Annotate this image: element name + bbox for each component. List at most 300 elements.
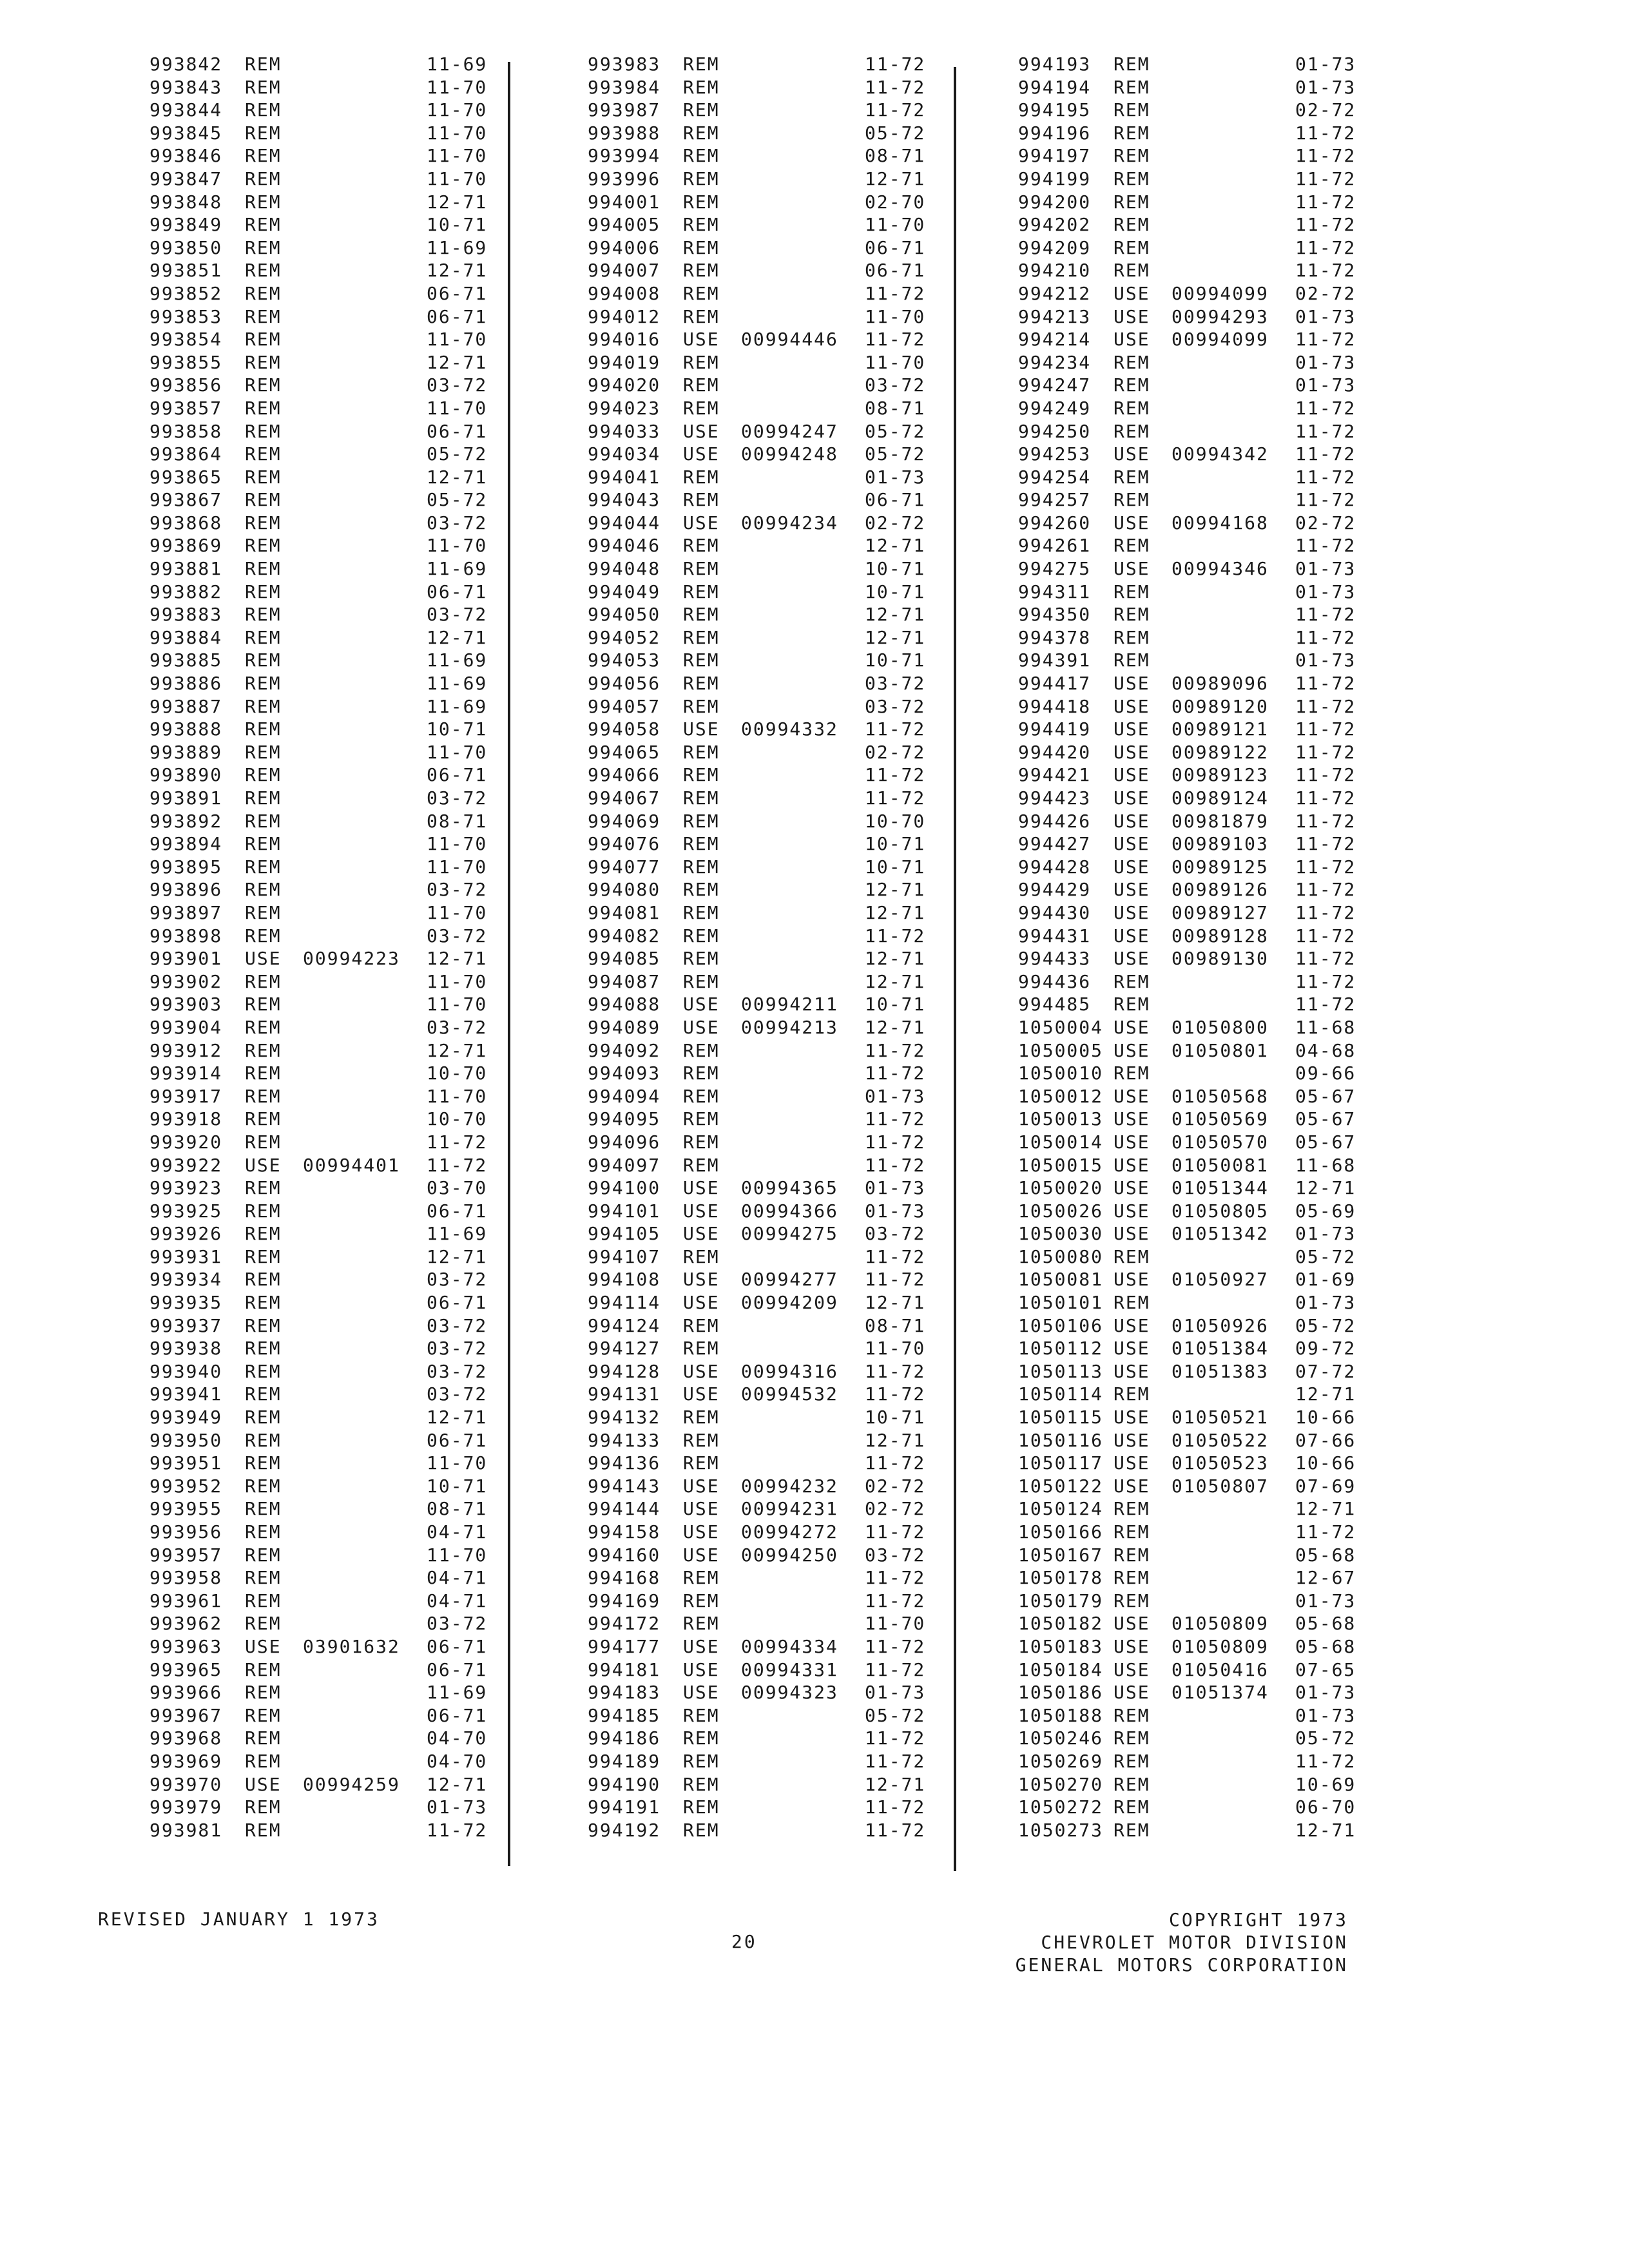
replacement-number: 00989124 bbox=[1171, 787, 1269, 809]
page-number: 20 bbox=[731, 1931, 757, 1952]
status-code: REM bbox=[245, 1498, 282, 1520]
list-item bbox=[1018, 1291, 1443, 1314]
status-code: USE bbox=[1113, 443, 1150, 465]
effective-date: 11-72 bbox=[865, 1521, 926, 1542]
effective-date: 10-71 bbox=[865, 649, 926, 671]
part-number: 993898 bbox=[149, 925, 223, 947]
status-code: REM bbox=[683, 1154, 720, 1176]
part-number: 993883 bbox=[149, 604, 223, 626]
replacement-number: 00994168 bbox=[1171, 512, 1269, 533]
replacement-number: 00989125 bbox=[1171, 856, 1269, 878]
part-number: 994012 bbox=[588, 305, 661, 327]
list-item bbox=[1018, 741, 1443, 764]
effective-date: 10-71 bbox=[865, 833, 926, 855]
effective-date: 09-72 bbox=[1295, 1338, 1356, 1360]
list-item bbox=[1018, 856, 1443, 879]
status-code: REM bbox=[1113, 489, 1150, 511]
list-item bbox=[1018, 695, 1443, 718]
part-number: 993852 bbox=[149, 282, 223, 304]
status-code: REM bbox=[683, 856, 720, 878]
part-number: 994143 bbox=[588, 1475, 661, 1497]
part-number: 994257 bbox=[1018, 489, 1092, 511]
effective-date: 02-72 bbox=[1295, 282, 1356, 304]
part-number: 994485 bbox=[1018, 994, 1092, 1015]
status-code: USE bbox=[1113, 695, 1150, 717]
effective-date: 11-72 bbox=[1295, 1750, 1356, 1772]
effective-date: 11-72 bbox=[1295, 810, 1356, 832]
status-code: REM bbox=[245, 604, 282, 626]
part-number: 1050010 bbox=[1018, 1062, 1104, 1084]
effective-date: 05-69 bbox=[1295, 1200, 1356, 1222]
part-number: 993984 bbox=[588, 76, 661, 98]
effective-date: 09-66 bbox=[1295, 1062, 1356, 1084]
list-item bbox=[1018, 443, 1443, 466]
status-code: USE bbox=[1113, 1452, 1150, 1474]
list-item bbox=[588, 901, 1013, 925]
status-code: REM bbox=[245, 1314, 282, 1336]
part-number: 994197 bbox=[1018, 145, 1092, 167]
status-code: REM bbox=[1113, 1521, 1150, 1542]
effective-date: 10-71 bbox=[865, 558, 926, 580]
status-code: REM bbox=[683, 901, 720, 923]
list-item bbox=[149, 76, 575, 99]
list-item bbox=[1018, 1039, 1443, 1062]
part-number: 993846 bbox=[149, 145, 223, 167]
part-number: 993882 bbox=[149, 581, 223, 602]
list-item bbox=[1018, 1406, 1443, 1429]
list-item bbox=[1018, 1704, 1443, 1727]
effective-date: 08-71 bbox=[865, 145, 926, 167]
part-number: 994177 bbox=[588, 1635, 661, 1657]
list-item bbox=[588, 99, 1013, 122]
effective-date: 11-72 bbox=[1295, 925, 1356, 947]
status-code: REM bbox=[683, 1245, 720, 1267]
list-item bbox=[588, 1268, 1013, 1291]
replacement-number: 00994277 bbox=[741, 1269, 838, 1291]
status-code: REM bbox=[1113, 122, 1150, 144]
effective-date: 03-72 bbox=[427, 1613, 488, 1635]
list-item bbox=[1018, 1773, 1443, 1796]
status-code: USE bbox=[245, 1635, 282, 1657]
replacement-number: 00994247 bbox=[741, 420, 838, 442]
list-item bbox=[588, 1245, 1013, 1269]
part-number: 993970 bbox=[149, 1773, 223, 1795]
list-item bbox=[588, 1681, 1013, 1704]
part-number: 994131 bbox=[588, 1383, 661, 1405]
effective-date: 06-71 bbox=[427, 305, 488, 327]
effective-date: 11-72 bbox=[1295, 695, 1356, 717]
effective-date: 10-66 bbox=[1295, 1407, 1356, 1428]
part-number: 993864 bbox=[149, 443, 223, 465]
status-code: REM bbox=[683, 466, 720, 488]
list-item bbox=[1018, 1268, 1443, 1291]
list-item bbox=[149, 947, 575, 970]
list-item bbox=[1018, 925, 1443, 948]
replacement-number: 00994366 bbox=[741, 1200, 838, 1222]
effective-date: 05-68 bbox=[1295, 1613, 1356, 1635]
effective-date: 05-67 bbox=[1295, 1108, 1356, 1130]
part-number: 994105 bbox=[588, 1223, 661, 1245]
part-number: 994160 bbox=[588, 1544, 661, 1566]
list-item bbox=[149, 1521, 575, 1544]
status-code: REM bbox=[683, 741, 720, 763]
part-number: 993889 bbox=[149, 741, 223, 763]
list-item bbox=[588, 1383, 1013, 1406]
effective-date: 05-72 bbox=[865, 443, 926, 465]
status-code: REM bbox=[683, 1773, 720, 1795]
list-item bbox=[588, 1658, 1013, 1682]
list-item bbox=[149, 1131, 575, 1154]
effective-date: 01-73 bbox=[1295, 649, 1356, 671]
status-code: REM bbox=[245, 351, 282, 373]
status-code: REM bbox=[245, 718, 282, 740]
status-code: USE bbox=[245, 1154, 282, 1176]
effective-date: 11-72 bbox=[1295, 604, 1356, 626]
replacement-number: 00994248 bbox=[741, 443, 838, 465]
part-number: 994095 bbox=[588, 1108, 661, 1130]
replacement-number: 00989128 bbox=[1171, 925, 1269, 947]
effective-date: 12-71 bbox=[865, 604, 926, 626]
part-number: 994433 bbox=[1018, 948, 1092, 970]
part-number: 994065 bbox=[588, 741, 661, 763]
replacement-number: 00994316 bbox=[741, 1360, 838, 1382]
part-number: 993920 bbox=[149, 1131, 223, 1153]
status-code: REM bbox=[245, 695, 282, 717]
part-number: 993845 bbox=[149, 122, 223, 144]
status-code: USE bbox=[683, 1016, 720, 1038]
effective-date: 11-72 bbox=[865, 1819, 926, 1841]
status-code: REM bbox=[683, 191, 720, 213]
part-number: 993869 bbox=[149, 535, 223, 557]
effective-date: 03-72 bbox=[427, 1360, 488, 1382]
effective-date: 08-71 bbox=[865, 1314, 926, 1336]
status-code: USE bbox=[1113, 1039, 1150, 1061]
list-item bbox=[588, 1406, 1013, 1429]
part-number: 994200 bbox=[1018, 191, 1092, 213]
list-item bbox=[1018, 947, 1443, 970]
list-item bbox=[588, 282, 1013, 305]
effective-date: 03-72 bbox=[865, 1544, 926, 1566]
replacement-number: 00994209 bbox=[741, 1292, 838, 1314]
status-code: REM bbox=[245, 1750, 282, 1772]
part-number: 993918 bbox=[149, 1108, 223, 1130]
list-item bbox=[588, 328, 1013, 351]
status-code: REM bbox=[245, 535, 282, 557]
status-code: REM bbox=[683, 1429, 720, 1451]
part-number: 994429 bbox=[1018, 879, 1092, 901]
part-number: 994127 bbox=[588, 1338, 661, 1360]
part-number: 994057 bbox=[588, 695, 661, 717]
list-item bbox=[1018, 1635, 1443, 1658]
part-number: 993969 bbox=[149, 1750, 223, 1772]
status-code: REM bbox=[683, 374, 720, 396]
status-code: REM bbox=[245, 1727, 282, 1749]
replacement-number: 00994223 bbox=[303, 948, 400, 970]
effective-date: 01-73 bbox=[1295, 53, 1356, 75]
status-code: REM bbox=[1113, 1498, 1150, 1520]
status-code: USE bbox=[1113, 1108, 1150, 1130]
part-number: 993865 bbox=[149, 466, 223, 488]
list-item bbox=[1018, 76, 1443, 99]
part-number: 993937 bbox=[149, 1314, 223, 1336]
list-item bbox=[1018, 787, 1443, 810]
status-code: REM bbox=[245, 99, 282, 121]
list-item bbox=[1018, 53, 1443, 76]
status-code: REM bbox=[683, 925, 720, 947]
part-number: 1050166 bbox=[1018, 1521, 1104, 1542]
list-item bbox=[588, 374, 1013, 397]
effective-date: 12-71 bbox=[427, 1245, 488, 1267]
status-code: REM bbox=[1113, 581, 1150, 602]
status-code: REM bbox=[683, 1314, 720, 1336]
part-number: 993886 bbox=[149, 673, 223, 695]
effective-date: 10-71 bbox=[865, 1407, 926, 1428]
list-item bbox=[1018, 466, 1443, 489]
list-item bbox=[588, 1062, 1013, 1085]
effective-date: 12-71 bbox=[1295, 1383, 1356, 1405]
effective-date: 07-72 bbox=[1295, 1360, 1356, 1382]
part-number: 994005 bbox=[588, 214, 661, 236]
status-code: USE bbox=[683, 1658, 720, 1680]
part-number: 993962 bbox=[149, 1613, 223, 1635]
part-number: 993923 bbox=[149, 1177, 223, 1199]
status-code: REM bbox=[245, 1245, 282, 1267]
part-number: 994168 bbox=[588, 1567, 661, 1589]
list-item bbox=[149, 970, 575, 994]
part-number: 993981 bbox=[149, 1819, 223, 1841]
list-item bbox=[149, 351, 575, 374]
list-item bbox=[1018, 259, 1443, 282]
effective-date: 11-69 bbox=[427, 649, 488, 671]
part-number: 994275 bbox=[1018, 558, 1092, 580]
list-item bbox=[588, 1154, 1013, 1177]
effective-date: 04-70 bbox=[427, 1727, 488, 1749]
part-number: 994421 bbox=[1018, 764, 1092, 786]
effective-date: 01-73 bbox=[1295, 1704, 1356, 1726]
status-code: USE bbox=[1113, 1682, 1150, 1704]
status-code: REM bbox=[683, 1407, 720, 1428]
effective-date: 06-71 bbox=[427, 1292, 488, 1314]
list-item bbox=[588, 1429, 1013, 1452]
effective-date: 03-72 bbox=[427, 1383, 488, 1405]
status-code: USE bbox=[1113, 329, 1150, 351]
status-code: REM bbox=[245, 282, 282, 304]
status-code: REM bbox=[683, 1590, 720, 1611]
status-code: USE bbox=[1113, 764, 1150, 786]
part-number: 994391 bbox=[1018, 649, 1092, 671]
part-number: 994191 bbox=[588, 1796, 661, 1818]
list-item bbox=[588, 626, 1013, 649]
part-number: 993934 bbox=[149, 1269, 223, 1291]
list-item bbox=[149, 488, 575, 512]
list-item bbox=[588, 488, 1013, 512]
effective-date: 10-69 bbox=[1295, 1773, 1356, 1795]
status-code: REM bbox=[245, 1521, 282, 1542]
list-item bbox=[149, 1314, 575, 1338]
list-item bbox=[149, 1177, 575, 1200]
part-number: 994101 bbox=[588, 1200, 661, 1222]
effective-date: 01-73 bbox=[1295, 76, 1356, 98]
part-number: 1050101 bbox=[1018, 1292, 1104, 1314]
part-number: 993925 bbox=[149, 1200, 223, 1222]
part-number: 994007 bbox=[588, 260, 661, 282]
effective-date: 02-70 bbox=[865, 191, 926, 213]
list-item bbox=[1018, 1590, 1443, 1613]
effective-date: 11-72 bbox=[1295, 787, 1356, 809]
status-code: REM bbox=[245, 443, 282, 465]
effective-date: 11-72 bbox=[1295, 994, 1356, 1015]
list-item bbox=[149, 259, 575, 282]
part-number: 993958 bbox=[149, 1567, 223, 1589]
effective-date: 07-66 bbox=[1295, 1429, 1356, 1451]
part-number: 994190 bbox=[588, 1773, 661, 1795]
effective-date: 07-65 bbox=[1295, 1658, 1356, 1680]
list-item bbox=[149, 512, 575, 535]
status-code: REM bbox=[1113, 1383, 1150, 1405]
list-item bbox=[149, 787, 575, 810]
effective-date: 11-72 bbox=[1295, 626, 1356, 648]
status-code: REM bbox=[245, 329, 282, 351]
effective-date: 11-70 bbox=[865, 214, 926, 236]
status-code: REM bbox=[1113, 236, 1150, 258]
list-item bbox=[588, 1566, 1013, 1590]
effective-date: 11-72 bbox=[1295, 397, 1356, 419]
replacement-number: 01050522 bbox=[1171, 1429, 1269, 1451]
part-number: 994436 bbox=[1018, 970, 1092, 992]
status-code: REM bbox=[245, 1062, 282, 1084]
list-item bbox=[1018, 557, 1443, 581]
list-item bbox=[149, 236, 575, 260]
part-number: 993884 bbox=[149, 626, 223, 648]
part-number: 1050184 bbox=[1018, 1658, 1104, 1680]
status-code: REM bbox=[683, 53, 720, 75]
part-number: 994261 bbox=[1018, 535, 1092, 557]
list-item bbox=[149, 1590, 575, 1613]
replacement-number: 01050416 bbox=[1171, 1658, 1269, 1680]
effective-date: 11-70 bbox=[427, 145, 488, 167]
list-item bbox=[149, 1544, 575, 1567]
part-number: 1050182 bbox=[1018, 1613, 1104, 1635]
effective-date: 11-70 bbox=[427, 970, 488, 992]
list-item bbox=[149, 99, 575, 122]
list-item bbox=[149, 1108, 575, 1131]
effective-date: 12-67 bbox=[1295, 1567, 1356, 1589]
effective-date: 12-71 bbox=[865, 879, 926, 901]
effective-date: 08-71 bbox=[427, 810, 488, 832]
status-code: REM bbox=[1113, 420, 1150, 442]
effective-date: 11-72 bbox=[865, 99, 926, 121]
list-item bbox=[149, 901, 575, 925]
list-item bbox=[588, 672, 1013, 695]
part-number: 994234 bbox=[1018, 351, 1092, 373]
list-item bbox=[1018, 970, 1443, 994]
status-code: USE bbox=[683, 329, 720, 351]
list-item bbox=[1018, 1612, 1443, 1635]
list-item bbox=[149, 1039, 575, 1062]
list-item bbox=[588, 420, 1013, 443]
status-code: REM bbox=[1113, 1292, 1150, 1314]
list-item bbox=[149, 1796, 575, 1819]
effective-date: 11-72 bbox=[1295, 466, 1356, 488]
list-item bbox=[588, 1291, 1013, 1314]
part-number: 994087 bbox=[588, 970, 661, 992]
list-item bbox=[149, 122, 575, 145]
replacement-number: 00994272 bbox=[741, 1521, 838, 1542]
effective-date: 07-69 bbox=[1295, 1475, 1356, 1497]
part-number: 994212 bbox=[1018, 282, 1092, 304]
replacement-number: 00994234 bbox=[741, 512, 838, 533]
part-number: 993896 bbox=[149, 879, 223, 901]
status-code: USE bbox=[1113, 1131, 1150, 1153]
part-number: 1050004 bbox=[1018, 1016, 1104, 1038]
effective-date: 11-70 bbox=[427, 99, 488, 121]
effective-date: 11-72 bbox=[865, 1131, 926, 1153]
status-code: REM bbox=[683, 626, 720, 648]
part-number: 994254 bbox=[1018, 466, 1092, 488]
list-item bbox=[149, 466, 575, 489]
list-item bbox=[149, 925, 575, 948]
part-number: 994001 bbox=[588, 191, 661, 213]
status-code: USE bbox=[1113, 810, 1150, 832]
list-item bbox=[149, 1429, 575, 1452]
effective-date: 12-71 bbox=[865, 948, 926, 970]
status-code: REM bbox=[1113, 145, 1150, 167]
effective-date: 01-73 bbox=[865, 1177, 926, 1199]
list-item bbox=[588, 1039, 1013, 1062]
effective-date: 02-72 bbox=[865, 1498, 926, 1520]
status-code: REM bbox=[683, 833, 720, 855]
list-item bbox=[588, 718, 1013, 741]
part-number: 994193 bbox=[1018, 53, 1092, 75]
part-number: 1050246 bbox=[1018, 1727, 1104, 1749]
list-item bbox=[588, 1544, 1013, 1567]
list-item bbox=[1018, 1016, 1443, 1039]
replacement-number: 00994293 bbox=[1171, 305, 1269, 327]
replacement-number: 00994213 bbox=[741, 1016, 838, 1038]
list-item bbox=[1018, 397, 1443, 420]
part-number: 993856 bbox=[149, 374, 223, 396]
effective-date: 11-69 bbox=[427, 1223, 488, 1245]
effective-date: 01-73 bbox=[865, 1682, 926, 1704]
status-code: USE bbox=[683, 1292, 720, 1314]
part-number: 994069 bbox=[588, 810, 661, 832]
list-item bbox=[1018, 718, 1443, 741]
effective-date: 11-72 bbox=[1295, 948, 1356, 970]
status-code: REM bbox=[1113, 397, 1150, 419]
effective-date: 11-72 bbox=[1295, 879, 1356, 901]
effective-date: 03-72 bbox=[427, 1269, 488, 1291]
effective-date: 11-72 bbox=[865, 1269, 926, 1291]
status-code: REM bbox=[245, 879, 282, 901]
effective-date: 11-72 bbox=[865, 1383, 926, 1405]
part-number: 994186 bbox=[588, 1727, 661, 1749]
list-item bbox=[149, 649, 575, 672]
status-code: REM bbox=[245, 374, 282, 396]
status-code: REM bbox=[683, 489, 720, 511]
part-number: 993968 bbox=[149, 1727, 223, 1749]
status-code: USE bbox=[1113, 1429, 1150, 1451]
status-code: REM bbox=[1113, 1544, 1150, 1566]
list-item bbox=[149, 144, 575, 168]
list-item bbox=[1018, 832, 1443, 856]
status-code: REM bbox=[683, 1131, 720, 1153]
status-code: USE bbox=[683, 1498, 720, 1520]
status-code: USE bbox=[1113, 1177, 1150, 1199]
effective-date: 11-72 bbox=[1295, 1521, 1356, 1542]
list-item bbox=[588, 581, 1013, 604]
effective-date: 01-73 bbox=[1295, 351, 1356, 373]
effective-date: 06-71 bbox=[427, 581, 488, 602]
